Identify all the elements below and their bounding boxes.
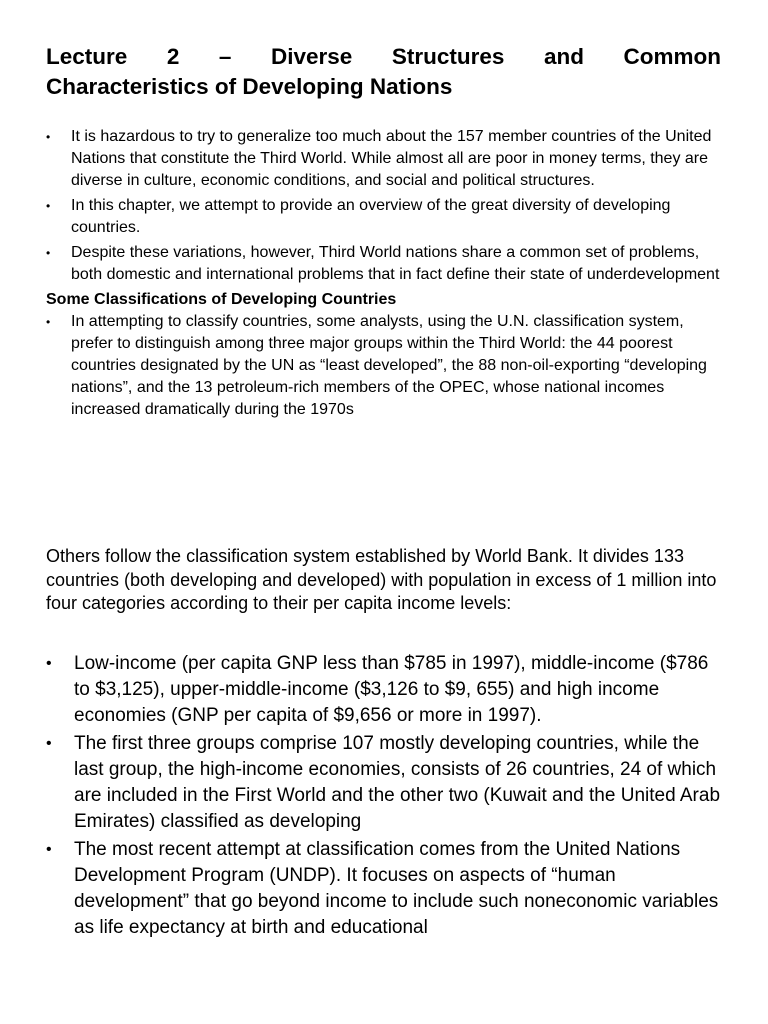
list-item: • In this chapter, we attempt to provide an overview of the great diversity of developing countries. [46,195,721,239]
list-item: • In attempting to classify countries, some analysts, using the U.N. classification system, prefer to distinguish among three major groups within the Third World: the 44 poorest countries designated by the UN as “least developed”, the 88 non-oil-exporting “developing nations”, and the 13 petroleum-rich members of the OPEC, whose national incomes increased dramatically during the 1970s [46,311,721,421]
list-item: • The first three groups comprise 107 mostly developing countries, while the last group, the high-income economies, consists of 26 countries, 24 of which are included in the First World and the other two (Kuwait and the United Arab Emirates) classified as developing [46,731,721,835]
classification-bullet-list [46,311,721,421]
title-line-2: Characteristics of Developing Nations [46,74,453,99]
list-item: • Despite these variations, however, Third World nations share a common set of problems, both domestic and international problems that in fact define their state of underdevelopment [46,242,721,286]
intro-bullet-list [46,126,721,286]
document-page [46,42,721,943]
title-line-1: Lecture 2 – Diverse Structures and Common [46,44,721,69]
list-item: • The most recent attempt at classification comes from the United Nations Development Program (UNDP). It focuses on aspects of “human development” that go beyond income to include such noneconomic variables as life expectancy at birth and educational [46,837,721,941]
page-title [46,42,721,102]
section-heading: Some Classifications of Developing Countries [46,291,397,308]
world-bank-paragraph: Others follow the classification system established by World Bank. It divides 133 countries (both developing and developed) with population in excess of 1 million into four categories according to their per capita income levels: [46,546,717,613]
list-item: • It is hazardous to try to generalize too much about the 157 member countries of the United Nations that constitute the Third World. While almost all are poor in money terms, they are diverse in culture, economic conditions, and social and political structures. [46,126,721,192]
list-item: • Low-income (per capita GNP less than $785 in 1997), middle-income ($786 to $3,125), upper-middle-income ($3,126 to $9, 655) and high income economies (GNP per capita of $9,656 or more in 1997). [46,651,721,729]
world-bank-bullet-list [46,651,721,941]
